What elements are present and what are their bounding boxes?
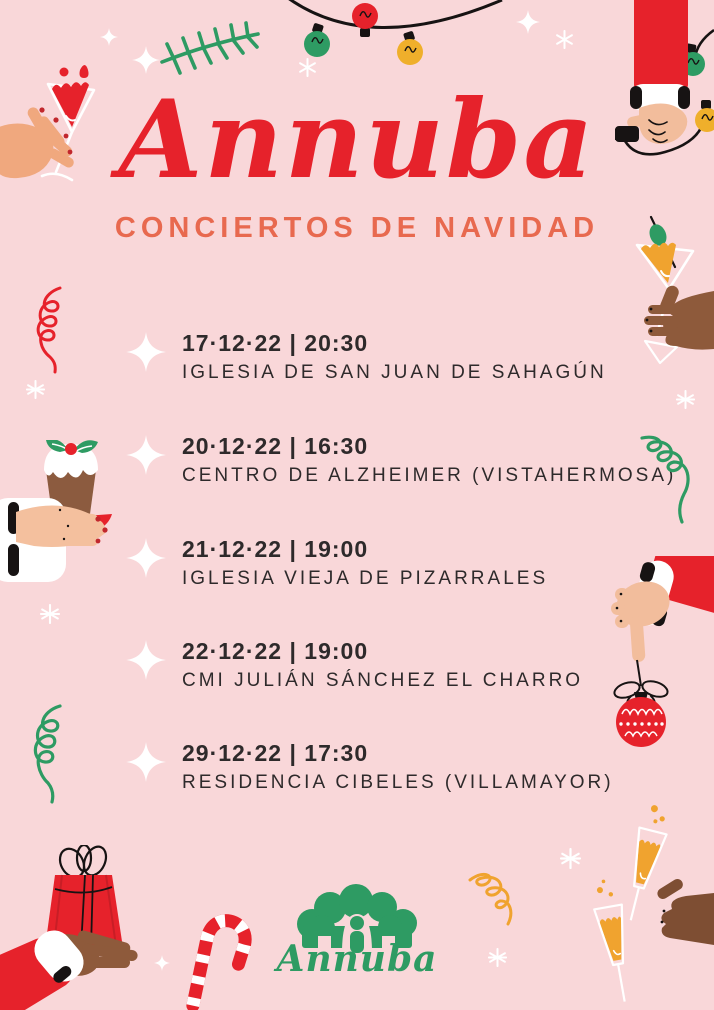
event-venue: CMI JULIÁN SÁNCHEZ EL CHARRO — [182, 670, 584, 691]
event-item-2 — [126, 433, 676, 487]
asterisk-star-icon — [298, 58, 317, 77]
green-confetti-swirl-right-icon — [630, 432, 698, 530]
event-text — [182, 536, 548, 590]
asterisk-star-icon — [555, 30, 574, 49]
sparkle-icon — [132, 46, 160, 74]
event-item-4 — [126, 638, 583, 692]
event-datetime: 20·12·22 | 16:30 — [182, 433, 369, 459]
asterisk-star-icon — [488, 948, 507, 967]
asterisk-star-icon — [40, 604, 60, 624]
asterisk-star-icon — [560, 848, 581, 869]
candy-cane-icon — [178, 898, 260, 1010]
christmas-pudding-hand-icon — [0, 440, 118, 600]
logo-wordmark: Annuba — [276, 938, 438, 980]
event-datetime: 21·12·22 | 19:00 — [182, 536, 369, 562]
sparkle-icon — [126, 332, 166, 372]
event-item-3 — [126, 536, 548, 590]
gift-hand-icon — [0, 845, 165, 1010]
martini-hand-icon — [635, 205, 714, 380]
event-venue: CENTRO DE ALZHEIMER (VISTAHERMOSA) — [182, 465, 677, 486]
event-venue: RESIDENCIA CIBELES (VILLAMAYOR) — [182, 772, 614, 793]
event-text — [182, 740, 614, 794]
champagne-glasses-hand-icon — [560, 795, 714, 1010]
sparkle-icon — [126, 742, 166, 782]
poster-subtitle: CONCIERTOS DE NAVIDAD — [114, 212, 600, 244]
sparkle-icon — [126, 640, 166, 680]
santa-arm-bauble-icon — [575, 556, 714, 748]
poster-title: Annuba — [118, 77, 596, 203]
asterisk-star-icon — [676, 390, 695, 409]
event-item-5 — [126, 740, 614, 794]
event-item-1 — [126, 330, 607, 384]
sparkle-icon — [154, 955, 170, 971]
sparkle-icon — [100, 28, 118, 46]
sparkle-icon — [126, 435, 166, 475]
sparkle-icon — [516, 10, 540, 34]
green-confetti-swirl-left-icon — [28, 702, 76, 810]
fir-branch-icon — [158, 18, 263, 76]
orange-confetti-swirl-icon — [462, 868, 522, 932]
event-text — [182, 433, 676, 487]
wine-glass-hand-icon — [0, 58, 130, 208]
event-datetime: 22·12·22 | 19:00 — [182, 638, 369, 664]
event-text — [182, 638, 583, 692]
asterisk-star-icon — [26, 380, 45, 399]
event-venue: IGLESIA VIEJA DE PIZARRALES — [182, 568, 549, 589]
event-datetime: 17·12·22 | 20:30 — [182, 330, 369, 356]
event-text — [182, 330, 607, 384]
event-datetime: 29·12·22 | 17:30 — [182, 740, 369, 766]
red-confetti-swirl-icon — [32, 285, 72, 375]
sparkle-icon — [126, 538, 166, 578]
event-venue: IGLESIA DE SAN JUAN DE SAHAGÚN — [182, 362, 607, 383]
santa-arm-plug-icon — [615, 0, 714, 165]
